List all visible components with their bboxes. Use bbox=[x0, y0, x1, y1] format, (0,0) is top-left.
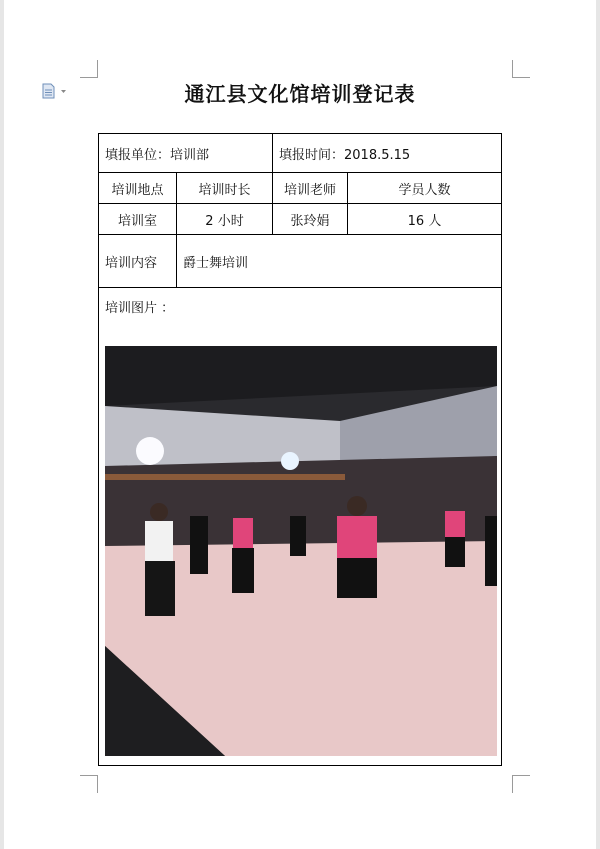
reporting-unit-value: 培训部 bbox=[170, 147, 210, 163]
header-duration: 培训时长 bbox=[177, 173, 273, 204]
crop-mark-top-left bbox=[80, 60, 98, 78]
reporting-unit-label: 填报单位： bbox=[105, 147, 171, 163]
form-row-column-headers bbox=[99, 173, 502, 204]
header-teacher: 培训老师 bbox=[273, 173, 348, 204]
header-students: 学员人数 bbox=[348, 173, 502, 204]
training-photo bbox=[105, 346, 497, 756]
value-students: 16 人 bbox=[348, 204, 502, 235]
header-location: 培训地点 bbox=[99, 173, 177, 204]
crop-mark-bottom-left bbox=[80, 775, 98, 793]
crop-mark-top-right bbox=[512, 60, 530, 78]
photo-cell bbox=[99, 288, 502, 766]
value-location: 培训室 bbox=[99, 204, 177, 235]
registration-form-table bbox=[98, 133, 502, 766]
page-left-edge bbox=[0, 0, 4, 849]
content-label: 培训内容 bbox=[99, 235, 177, 288]
page-right-edge bbox=[596, 0, 600, 849]
photo-label: 培训图片 ： bbox=[105, 301, 175, 316]
form-row-values bbox=[99, 204, 502, 235]
form-row-content bbox=[99, 235, 502, 288]
crop-mark-bottom-right bbox=[512, 775, 530, 793]
value-teacher: 张玲娟 bbox=[273, 204, 348, 235]
reporting-unit-cell bbox=[99, 134, 273, 173]
document-title: 通江县文化馆培训登记表 bbox=[184, 82, 416, 106]
reporting-time-cell bbox=[273, 134, 502, 173]
content-value: 爵士舞培训 bbox=[177, 235, 502, 288]
value-duration: 2 小时 bbox=[177, 204, 273, 235]
form-row-photo bbox=[99, 288, 502, 766]
form-row-header-info bbox=[99, 134, 502, 173]
reporting-time-value: 2018.5.15 bbox=[344, 147, 411, 163]
reporting-time-label: 填报时间： bbox=[279, 147, 345, 163]
